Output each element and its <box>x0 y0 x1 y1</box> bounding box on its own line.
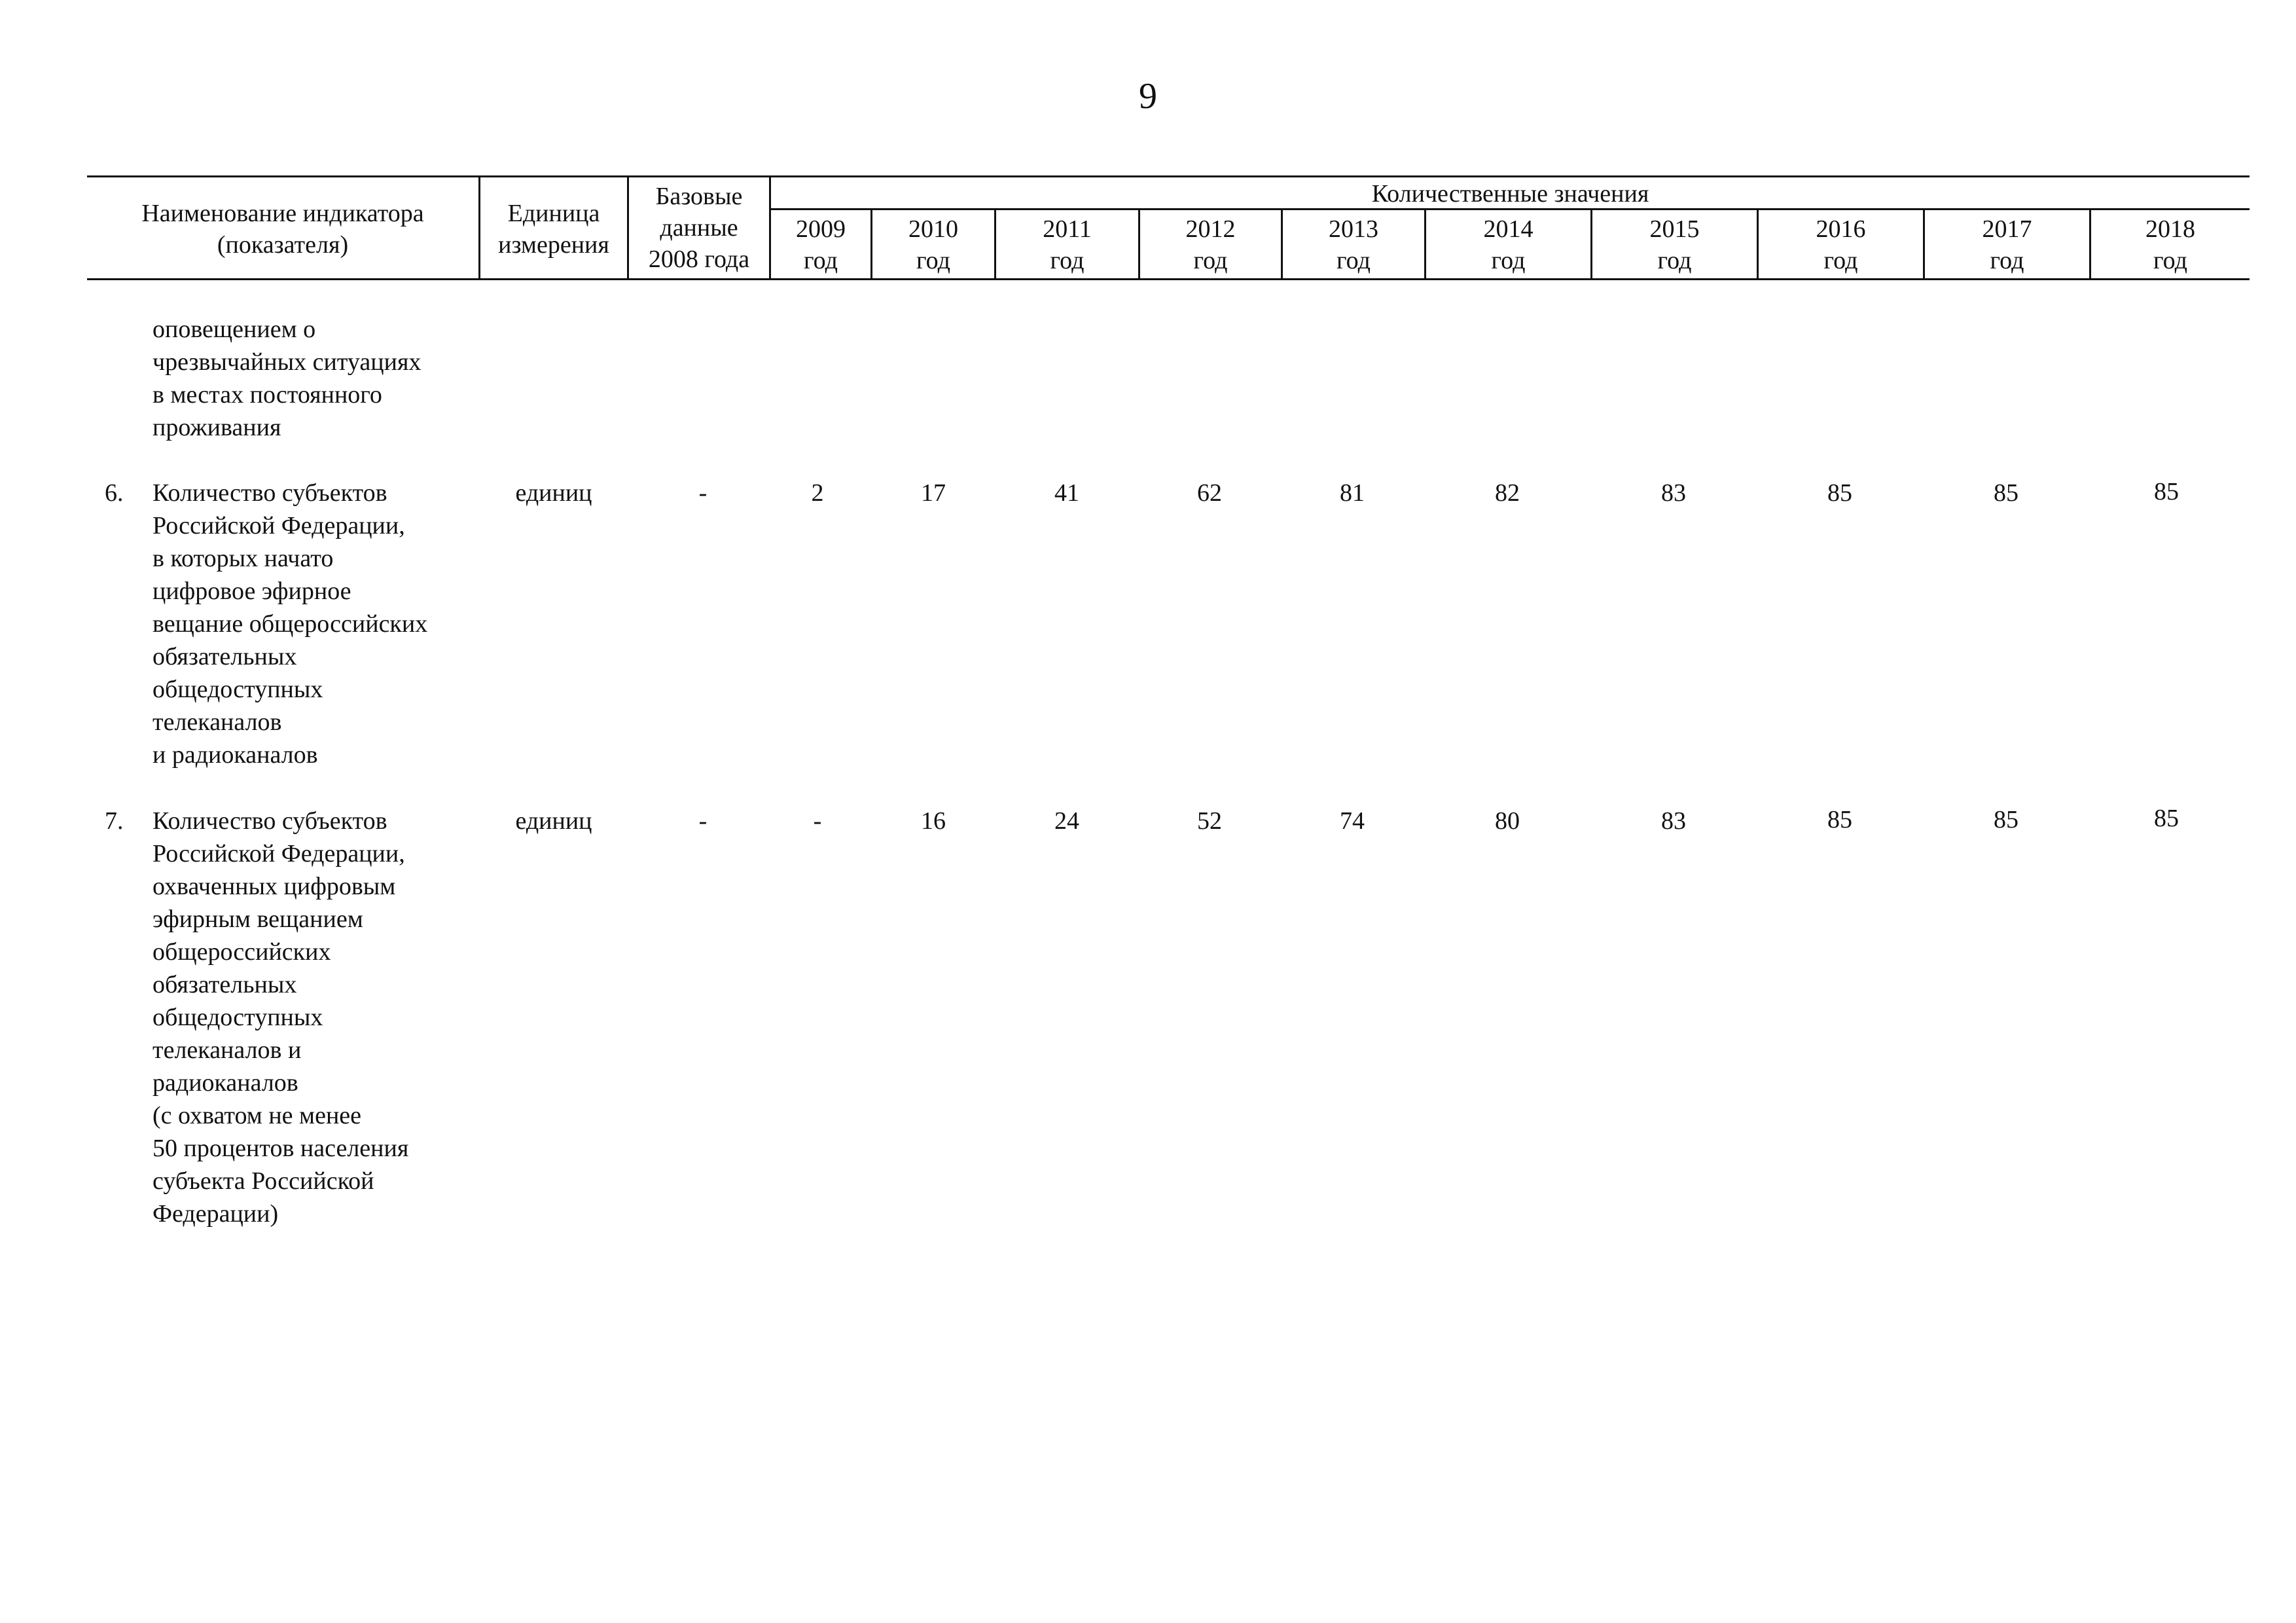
value-2016: 85 <box>1827 806 1852 833</box>
table-header <box>87 175 2250 280</box>
value-2016: 85 <box>1827 479 1852 507</box>
row-base: - <box>698 479 708 507</box>
value-2013: 81 <box>1340 479 1365 507</box>
text-line: телеканалов <box>152 708 282 736</box>
value-2010: 16 <box>921 807 946 835</box>
text-line: общедоступных <box>152 1004 323 1031</box>
header-year-2010 <box>872 213 994 276</box>
text-line: общедоступных <box>152 676 323 703</box>
value-2012: 62 <box>1197 479 1222 507</box>
value-2014: 82 <box>1495 479 1520 507</box>
year-word: год <box>1657 247 1692 274</box>
value-2013: 74 <box>1340 807 1365 835</box>
header-bottom-rule <box>87 278 2250 280</box>
value-2015: 83 <box>1661 479 1686 507</box>
row-indicator-name <box>152 805 408 1230</box>
header-text: Базовые <box>655 183 743 210</box>
text-line: охваченных цифровым <box>152 873 396 900</box>
header-text: Наименование индикатора <box>141 200 424 227</box>
row-unit: единиц <box>515 807 592 835</box>
text-line: Российской Федерации, <box>152 512 405 539</box>
value-2012: 52 <box>1197 807 1222 835</box>
year-label: 2011 <box>1043 215 1092 243</box>
text-line: проживания <box>152 414 281 441</box>
text-line: цифровое эфирное <box>152 577 351 605</box>
value-2009: 2 <box>811 479 824 507</box>
header-year-2012 <box>1140 213 1281 276</box>
header-group-label: Количественные значения <box>1371 180 1649 208</box>
year-word: год <box>804 247 838 274</box>
year-label: 2009 <box>796 215 846 243</box>
value-2015: 83 <box>1661 807 1686 835</box>
header-year-2011 <box>996 213 1138 276</box>
header-base-data <box>629 181 769 275</box>
header-indicator-name <box>87 198 478 261</box>
text-line: 50 процентов населения <box>152 1135 409 1162</box>
text-line: в местах постоянного <box>152 381 382 409</box>
year-label: 2012 <box>1185 215 1236 243</box>
header-year-2013 <box>1283 213 1424 276</box>
text-line: (с охватом не менее <box>152 1102 362 1129</box>
header-year-2014 <box>1426 213 1590 276</box>
text-line: эфирным вещанием <box>152 905 363 933</box>
text-line: радиоканалов <box>152 1069 298 1097</box>
text-line: обязательных <box>152 643 297 670</box>
header-year-2015 <box>1592 213 1757 276</box>
year-word: год <box>1823 247 1858 274</box>
value-2017: 85 <box>1994 479 2018 507</box>
value-2017: 85 <box>1994 806 2018 833</box>
year-label: 2014 <box>1483 215 1534 243</box>
value-2011: 41 <box>1054 479 1079 507</box>
header-year-2017 <box>1925 213 2089 276</box>
year-word: год <box>1193 247 1228 274</box>
text-line: Количество субъектов <box>152 479 387 507</box>
value-2018: 85 <box>2154 805 2179 832</box>
header-text: измерения <box>498 231 609 259</box>
year-label: 2010 <box>908 215 958 243</box>
text-line: телеканалов и <box>152 1036 302 1064</box>
year-word: год <box>1050 247 1085 274</box>
row-indicator-name <box>152 477 427 771</box>
year-label: 2018 <box>2145 215 2195 243</box>
text-line: Российской Федерации, <box>152 840 405 867</box>
text-line: чрезвычайных ситуациях <box>152 348 422 376</box>
text-line: Федерации) <box>152 1200 279 1228</box>
page-number: 9 <box>1139 76 1157 117</box>
year-word: год <box>1336 247 1371 274</box>
row-base: - <box>698 807 708 835</box>
header-year-2016 <box>1759 213 1923 276</box>
text-line: субъекта Российской <box>152 1167 374 1195</box>
header-top-rule <box>87 175 2250 177</box>
header-text: 2008 года <box>648 246 750 273</box>
year-label: 2016 <box>1816 215 1866 243</box>
year-label: 2017 <box>1982 215 2032 243</box>
text-line: общероссийских <box>152 938 331 966</box>
header-year-2018 <box>2091 213 2250 276</box>
header-text: данные <box>660 214 738 242</box>
text-line: оповещением о <box>152 316 316 343</box>
value-2018: 85 <box>2154 478 2179 505</box>
value-2014: 80 <box>1495 807 1520 835</box>
value-2010: 17 <box>921 479 946 507</box>
text-line: в которых начато <box>152 545 334 572</box>
header-text: Единица <box>507 200 600 227</box>
row-number: 6. <box>105 479 124 507</box>
text-line: и радиоканалов <box>152 741 318 769</box>
year-word: год <box>1491 247 1526 274</box>
text-line: Количество субъектов <box>152 807 387 835</box>
header-unit <box>480 198 627 261</box>
year-word: год <box>1990 247 2024 274</box>
text-line: вещание общероссийских <box>152 610 428 638</box>
header-text: (показателя) <box>217 231 349 259</box>
row-number: 7. <box>105 807 124 835</box>
row-unit: единиц <box>515 479 592 507</box>
year-word: год <box>916 247 950 274</box>
header-year-2009 <box>771 213 870 276</box>
year-word: год <box>2153 247 2187 274</box>
value-2011: 24 <box>1054 807 1079 835</box>
year-label: 2013 <box>1329 215 1378 243</box>
value-2009: - <box>813 807 822 835</box>
text-line: обязательных <box>152 971 297 998</box>
continuation-text <box>152 313 421 444</box>
year-label: 2015 <box>1649 215 1700 243</box>
